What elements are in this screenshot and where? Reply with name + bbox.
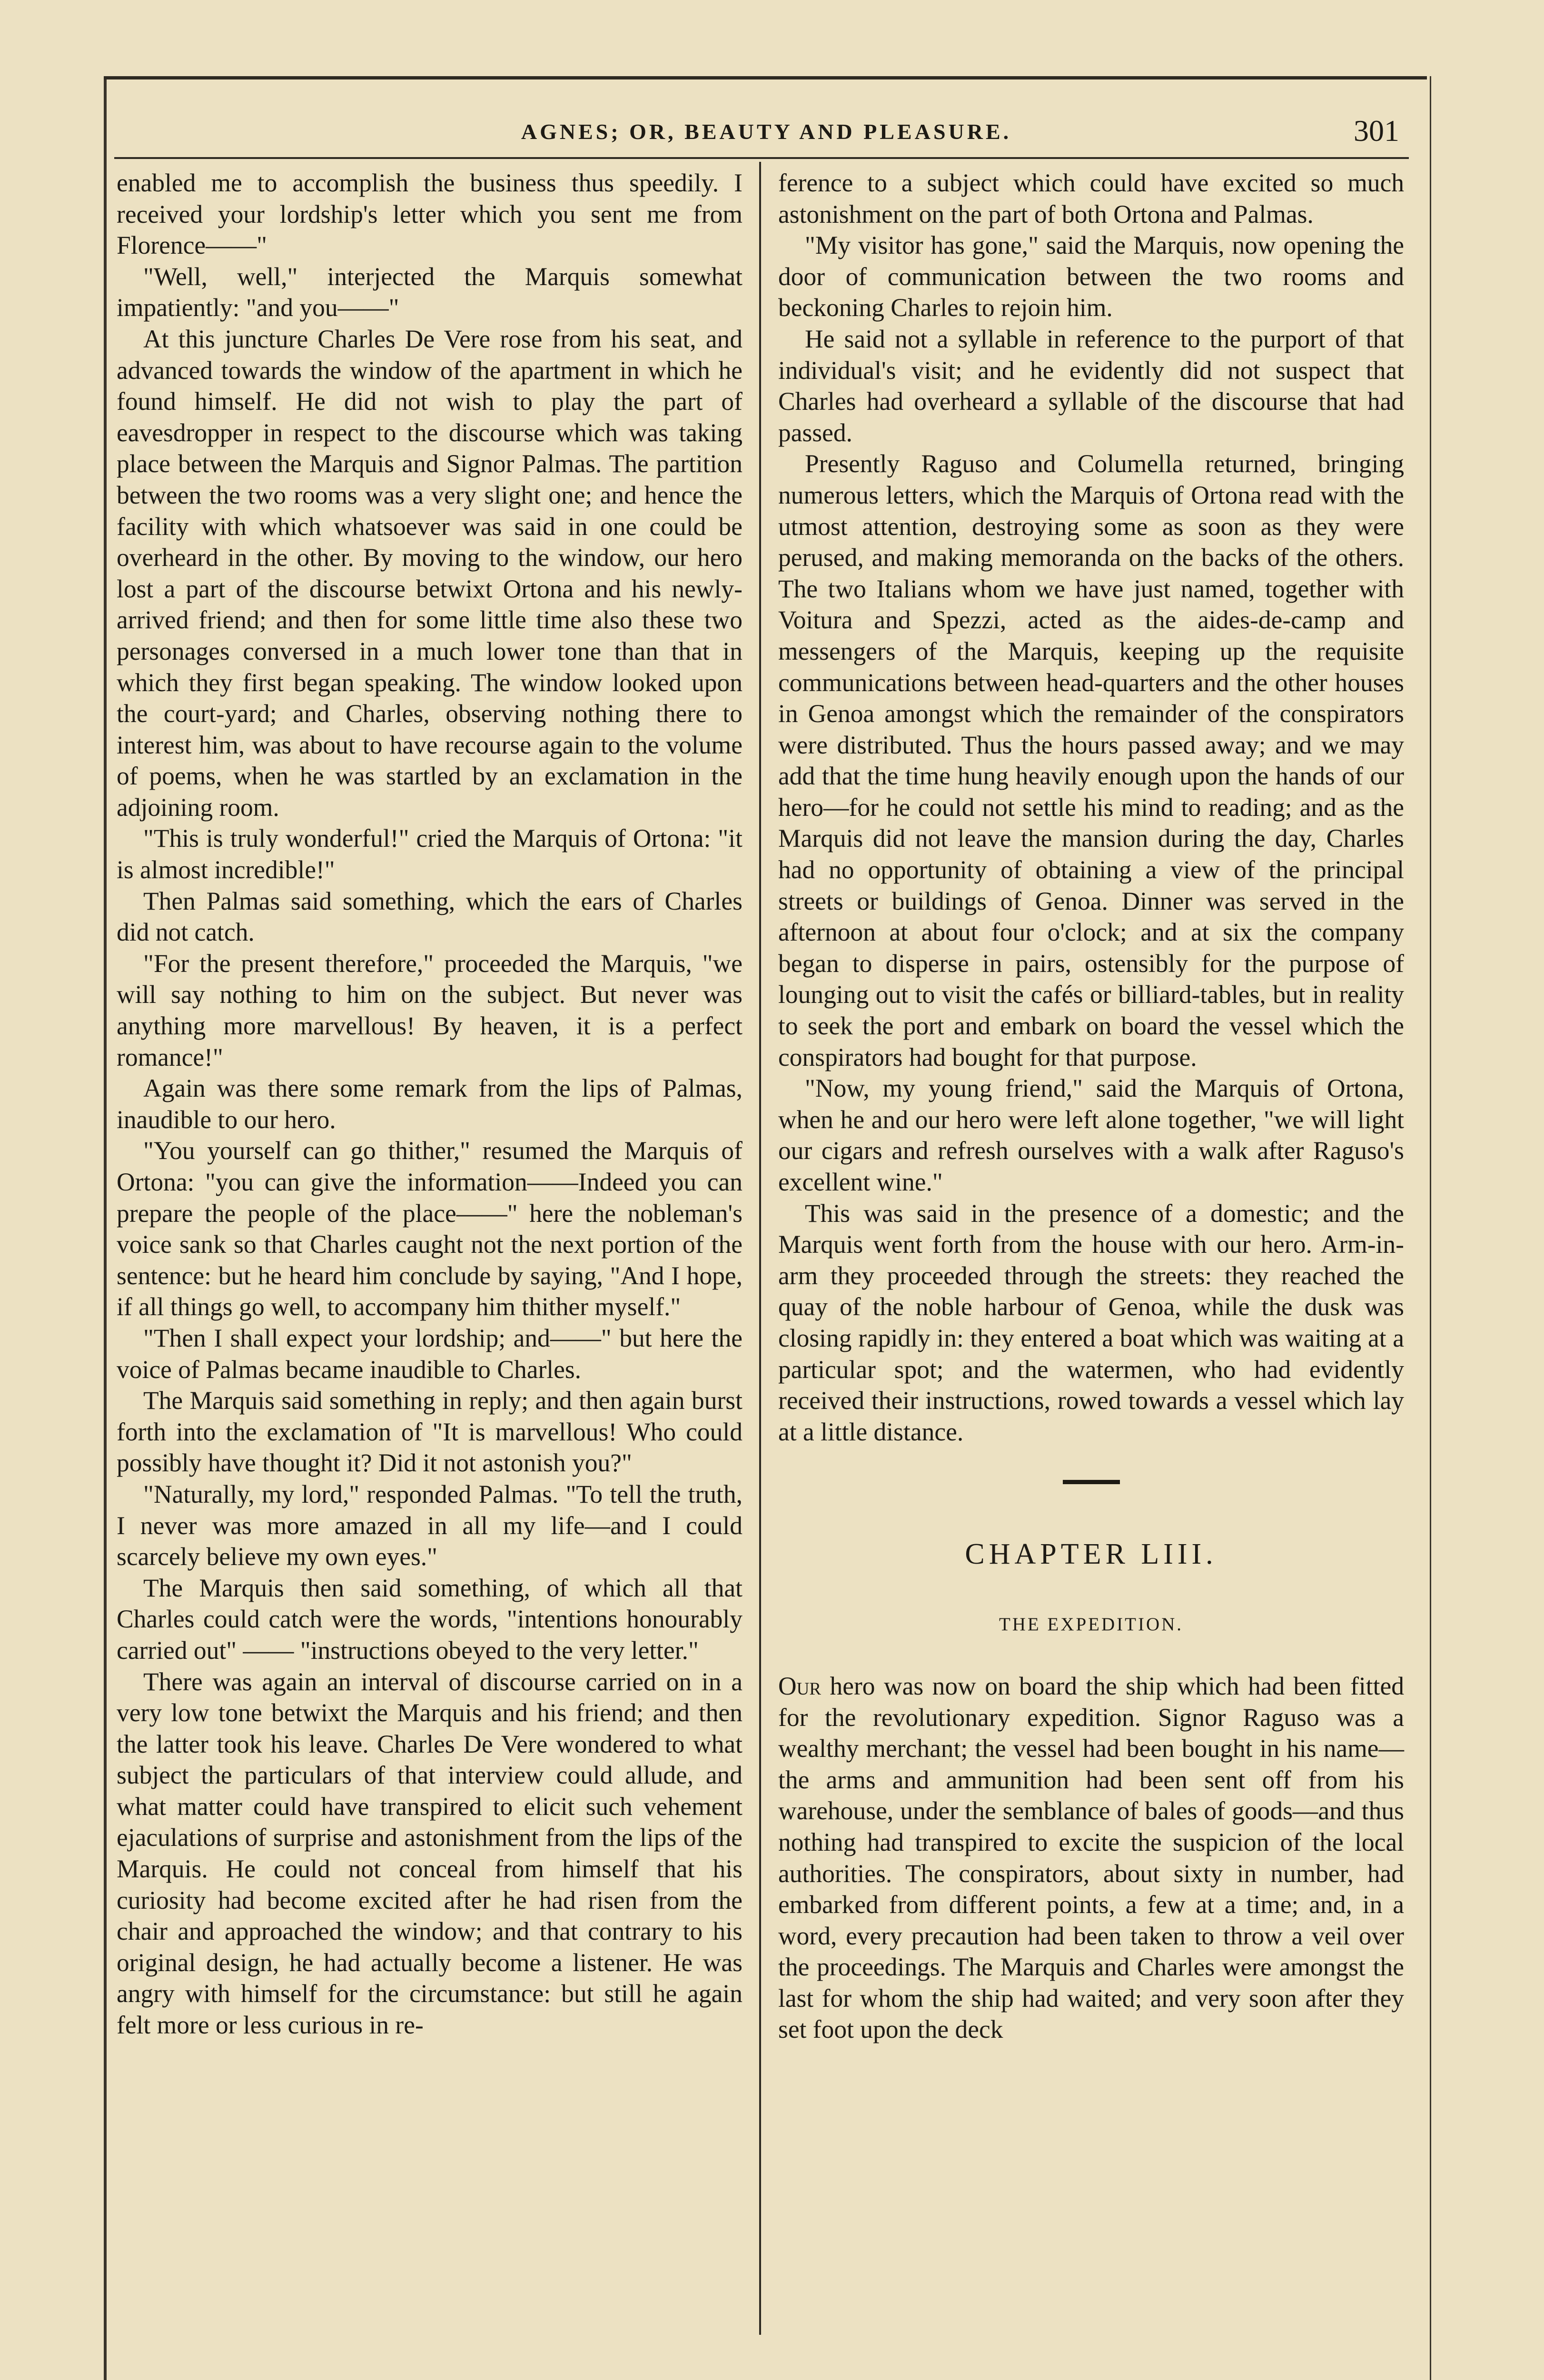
paragraph: "This is truly wonderful!" cried the Marquis of Ortona: "it is almost incredible!" (117, 824, 742, 884)
top-border-rule (104, 76, 1427, 79)
paragraph: "Naturally, my lord," responded Palmas. "To tell the truth, I never was more amazed in all my life—and I could scarcely believe my own eyes." (117, 1479, 742, 1571)
paragraph: The Marquis said something in reply; and then again burst forth into the exclamation of "It is marvellous! Who could possibly have thought it? Did it not astonish you?" (117, 1386, 742, 1478)
paragraph: Again was there some remark from the lips of Palmas, inaudible to our hero. (117, 1074, 742, 1134)
page-number: 301 (1354, 114, 1399, 148)
paragraph: "Then I shall expect your lordship; and——" but here the voice of Palmas became inaudible to Charles. (117, 1323, 742, 1384)
paragraph: "Well, well," interjected the Marquis somewhat impatiently: "and you——" (117, 262, 742, 322)
column-divider (759, 162, 761, 2335)
section-divider (1063, 1480, 1120, 1484)
chapter-opening-paragraph (778, 1671, 1404, 2045)
paragraph: Then Palmas said something, which the ears of Charles did not catch. (117, 886, 742, 947)
running-title: AGNES; OR, BEAUTY AND PLEASURE. (521, 119, 1012, 144)
paragraph: There was again an interval of discourse carried on in a very low tone betwixt the Marquis and his friend; and then the latter took his leave. Charles De Vere wondered to what subject the particulars of that interview could allude, and what matter could have transpired to elicit such vehement ejaculations of surprise and astonishment from the lips of the Marquis. He could not conceal from himself that his curiosity had become excited after he had risen from the chair and approached the window; and that contrary to his original design, he had actually become a listener. He was angry with himself for the circumstance: but still he again felt more or less curious in re- (117, 1667, 742, 2040)
chapter-heading: CHAPTER LIII. (965, 1538, 1217, 1571)
paragraph: enabled me to accomplish the business thus speedily. I received your lordship's letter which you sent me from Florence——" (117, 169, 742, 260)
paragraph: "Now, my young friend," said the Marquis of Ortona, when he and our hero were left alone together, "we will light our cigars and refresh ourselves with a walk after Raguso's excellent wine." (778, 1074, 1404, 1196)
left-column (117, 168, 742, 2041)
paragraph: Presently Raguso and Columella returned, bringing numerous letters, which the Marquis of Ortona read with the utmost attention, destroying some as soon as they were perused, and making memoranda on the backs of the others. The two Italians whom we have just named, together with Voitura and Spezzi, acted as the aides-de-camp and messengers of the Marquis, keeping up the requisite communications between head-quarters and the other houses in Genoa amongst which the remainder of the conspirators were distributed. Thus the hours passed away; and we may add that the time hung heavily enough upon the hands of our hero—for he could not settle his mind to reading; and as the Marquis did not leave the mansion during the day, Charles had no opportunity of obtaining a view of the principal streets or buildings of Genoa. Dinner was served in the afternoon at about four o'clock; and at six the company began to disperse in pairs, ostensibly for the purpose of lounging out to visit the cafés or billiard-tables, but in reality to seek the port and embark on board the vessel which the conspirators had bought for that purpose. (778, 449, 1404, 1071)
paragraph: ference to a subject which could have excited so much astonishment on the part of both Ortona and Palmas. (778, 169, 1404, 228)
chapter-subtitle: THE EXPEDITION. (999, 1614, 1184, 1635)
paragraph: This was said in the presence of a domestic; and the Marquis went forth from the house with our hero. Arm-in-arm they proceeded through the streets: they reached the quay of the noble harbour of Genoa, while the dusk was closing rapidly in: they entered a boat which was waiting at a particular spot; and the watermen, who had evidently received their instructions, rowed towards a vessel which lay at a little distance. (778, 1199, 1404, 1446)
paragraph: "You yourself can go thither," resumed the Marquis of Ortona: "you can give the information——Indeed you can prepare the people of the place——" here the nobleman's voice sank so that Charles caught not the next portion of the sentence: but he heard him conclude by saying, "And I hope, if all things go well, to accompany him thither myself." (117, 1136, 742, 1321)
paragraph: The Marquis then said something, of which all that Charles could catch were the words, "intentions honourably carried out" —— "instructions obeyed to the very letter." (117, 1573, 742, 1665)
running-head (114, 113, 1418, 156)
paragraph: "For the present therefore," proceeded the Marquis, "we will say nothing to him on the subject. But never was anything more marvellous! By heaven, it is a perfect romance!" (117, 949, 742, 1071)
paragraph: At this juncture Charles De Vere rose from his seat, and advanced towards the window of the apartment in which he found himself. He did not wish to play the part of eavesdropper in respect to the discourse which was taking place between the Marquis and Signor Palmas. The partition between the two rooms was a very slight one; and hence the facility with which whatsoever was said in one could be overheard in the other. By moving to the window, our hero lost a part of the discourse betwixt Ortona and his newly-arrived friend; and then for some little time also these two personages conversed in a much lower tone than that in which they first began speaking. The window looked upon the court-yard; and Charles, observing nothing there to interest him, was about to have recourse again to the volume of poems, when he was startled by an exclamation in the adjoining room. (117, 324, 742, 822)
header-rule (114, 157, 1409, 159)
paragraph: He said not a syllable in reference to the purport of that individual's visit; and he evidently did not suspect that Charles had overheard a syllable of the discourse that had passed. (778, 324, 1404, 447)
paragraph: "My visitor has gone," said the Marquis, now opening the door of communication between the two rooms and beckoning Charles to rejoin him. (778, 231, 1404, 322)
opening-word: Our (778, 1671, 821, 1700)
opening-text: hero was now on board the ship which had been fitted for the revolutionary expedition. Signor Raguso was a wealthy merchant; the vessel had been bought in his name—the arms and ammunition had been sent off from his warehouse, under the semblance of bales of goods—and thus nothing had transpired to excite the suspicion of the local authorities. The conspirators, about sixty in number, had embarked from different points, a few at a time; and, in a word, every precaution had been taken to throw a veil over the proceedings. The Marquis and Charles were amongst the last for whom the ship had waited; and very soon after they set foot upon the deck (778, 1671, 1404, 2044)
right-column (778, 168, 1404, 2045)
